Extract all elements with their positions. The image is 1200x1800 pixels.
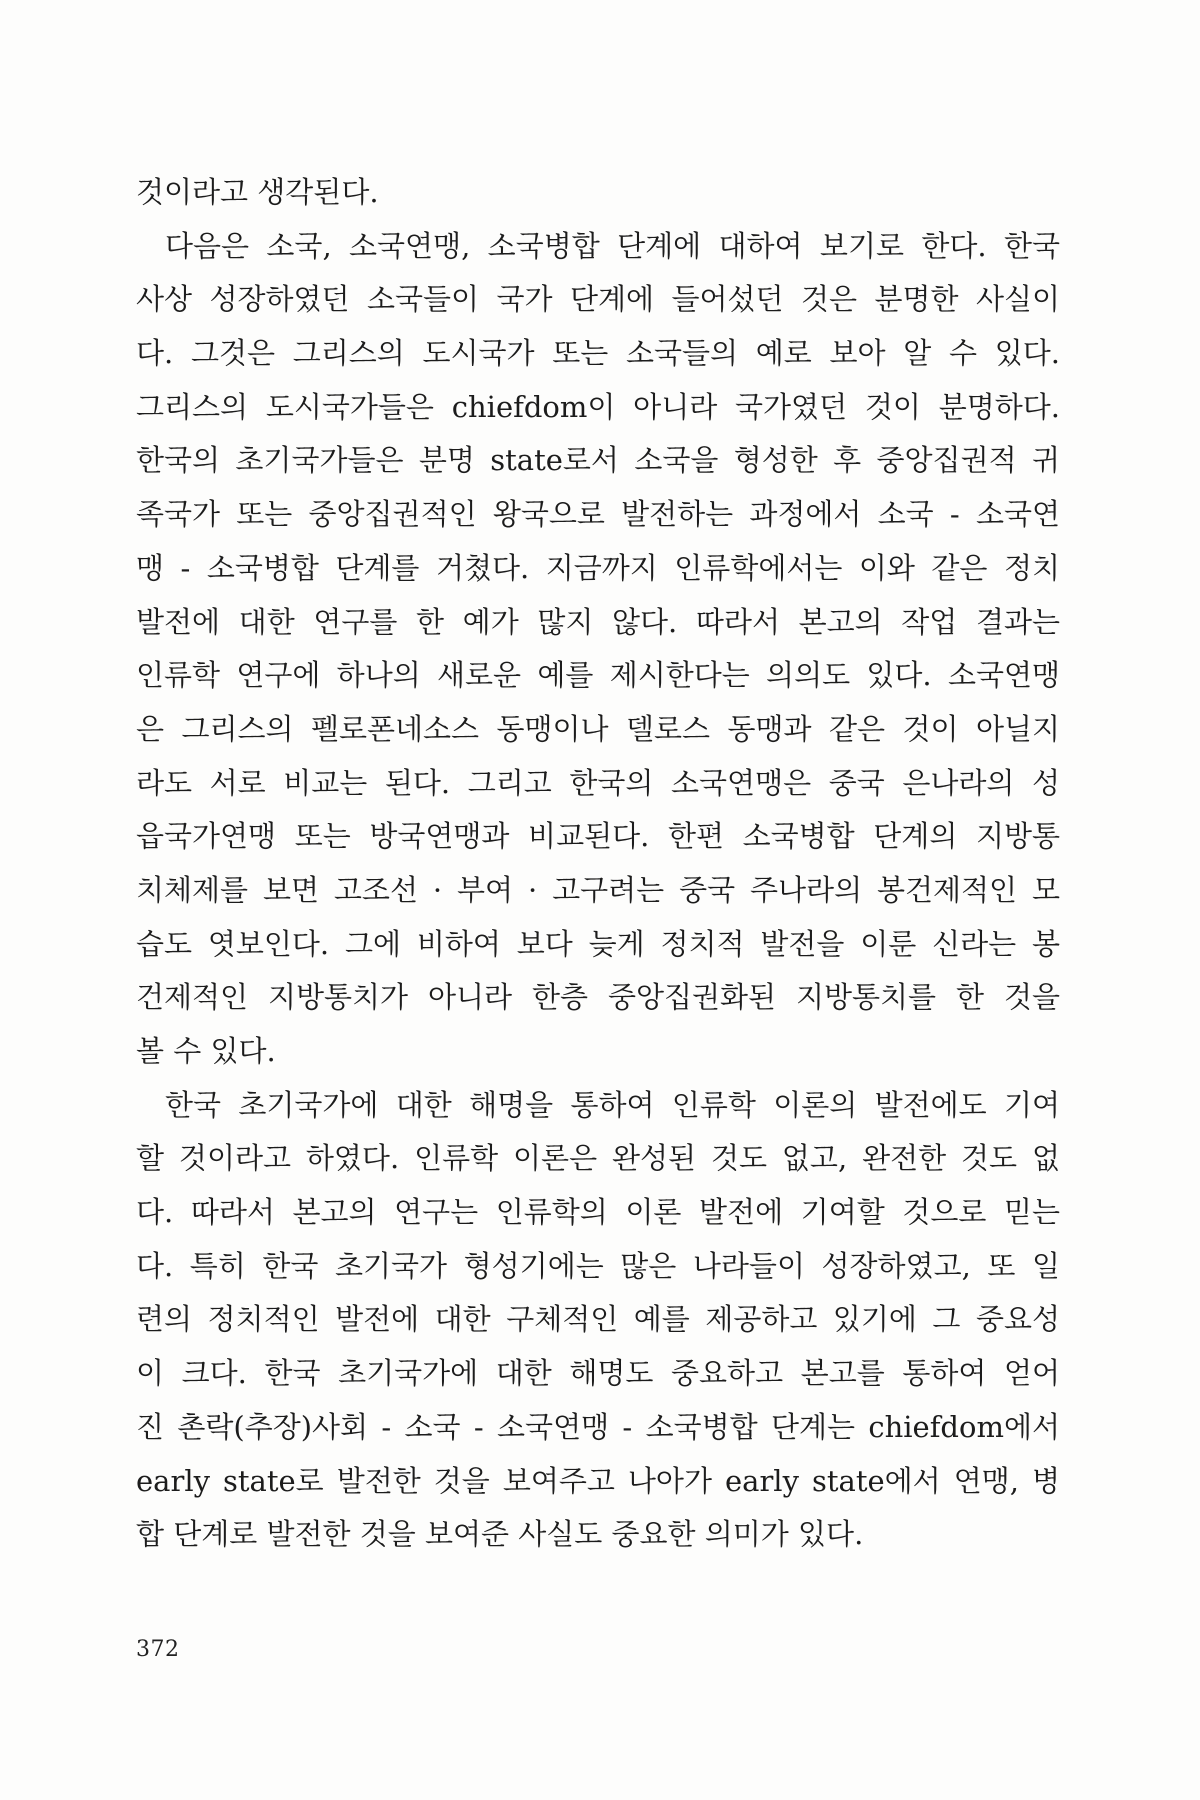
text-line: 인류학 연구에 하나의 새로운 예를 제시한다는 의의도 있다. 소국연맹 — [136, 658, 1060, 693]
text-line: 치체제를 보면 고조선 · 부여 · 고구려는 중국 주나라의 봉건제적인 모 — [136, 872, 1060, 907]
text-line: 그리스의 도시국가들은 chiefdom이 아니라 국가였던 것이 분명하다. — [136, 389, 1060, 424]
text-line: 다. 따라서 본고의 연구는 인류학의 이론 발전에 기여할 것으로 믿는 — [136, 1195, 1060, 1230]
text-line: 다. 특히 한국 초기국가 형성기에는 많은 나라들이 성장하였고, 또 일 — [136, 1248, 1060, 1283]
text-line: 은 그리스의 펠로폰네소스 동맹이나 델로스 동맹과 같은 것이 아닐지 — [136, 711, 1060, 746]
text-line: 건제적인 지방통치가 아니라 한층 중앙집권화된 지방통치를 한 것을 — [136, 980, 1060, 1015]
text-line: 한국 초기국가에 대한 해명을 통하여 인류학 이론의 발전에도 기여 — [165, 1087, 1060, 1122]
text-line: 것이라고 생각된다. — [136, 175, 379, 209]
text-line: 련의 정치적인 발전에 대한 구체적인 예를 제공하고 있기에 그 중요성 — [136, 1302, 1060, 1337]
text-line: 한국의 초기국가들은 분명 state로서 소국을 형성한 후 중앙집권적 귀 — [136, 443, 1060, 478]
page-number: 372 — [136, 1637, 180, 1662]
body-text — [136, 166, 1060, 1562]
text-line: 발전에 대한 연구를 한 예가 많지 않다. 따라서 본고의 작업 결과는 — [136, 604, 1060, 639]
text-line: 사상 성장하였던 소국들이 국가 단계에 들어섰던 것은 분명한 사실이 — [136, 282, 1060, 317]
text-line: 볼 수 있다. — [136, 1034, 276, 1068]
text-line: 읍국가연맹 또는 방국연맹과 비교된다. 한편 소국병합 단계의 지방통 — [136, 819, 1060, 854]
text-line: 다. 그것은 그리스의 도시국가 또는 소국들의 예로 보아 알 수 있다. — [136, 336, 1060, 371]
text-line: 라도 서로 비교는 된다. 그리고 한국의 소국연맹은 중국 은나라의 성 — [136, 765, 1060, 800]
text-line: 족국가 또는 중앙집권적인 왕국으로 발전하는 과정에서 소국 - 소국연 — [136, 497, 1060, 532]
text-line: early state로 발전한 것을 보여주고 나아가 early state에서 연맹, 병 — [136, 1463, 1060, 1498]
text-line: 이 크다. 한국 초기국가에 대한 해명도 중요하고 본고를 통하여 얻어 — [136, 1356, 1060, 1391]
text-line: 합 단계로 발전한 것을 보여준 사실도 중요한 의미가 있다. — [136, 1517, 864, 1552]
text-line: 다음은 소국, 소국연맹, 소국병합 단계에 대하여 보기로 한다. 한국 — [165, 228, 1060, 263]
text-line: 진 촌락(추장)사회 - 소국 - 소국연맹 - 소국병합 단계는 chiefdom에서 — [136, 1409, 1060, 1444]
text-line: 습도 엿보인다. 그에 비하여 보다 늦게 정치적 발전을 이룬 신라는 봉 — [136, 926, 1060, 961]
text-line: 맹 - 소국병합 단계를 거쳤다. 지금까지 인류학에서는 이와 같은 정치 — [136, 550, 1060, 585]
text-line: 할 것이라고 하였다. 인류학 이론은 완성된 것도 없고, 완전한 것도 없 — [136, 1141, 1060, 1176]
